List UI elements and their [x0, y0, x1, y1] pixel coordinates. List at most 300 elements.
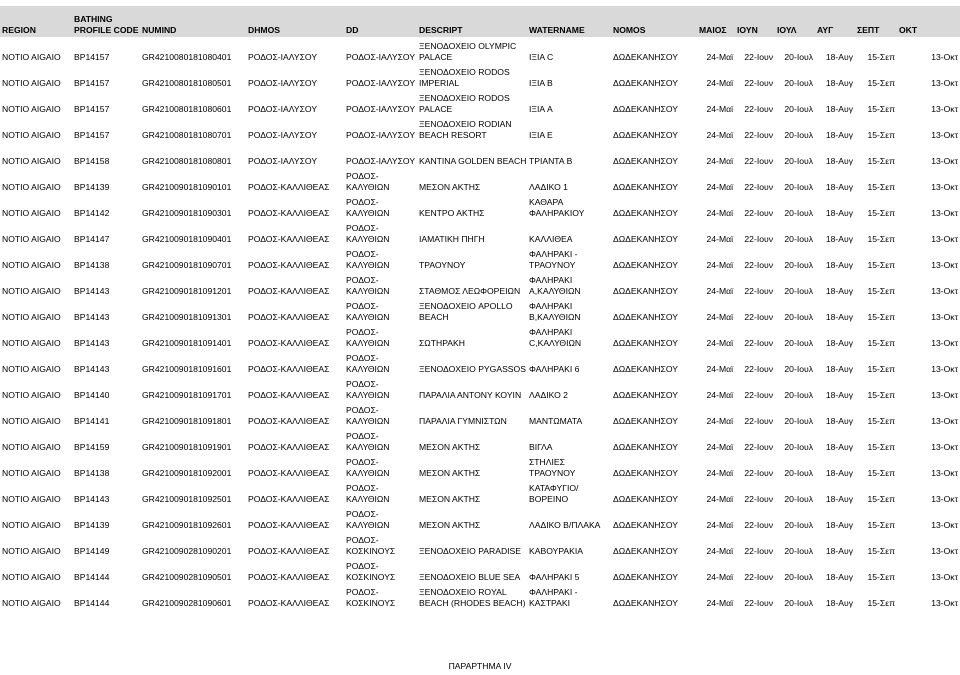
- cell-ioul: 20-Ιουλ: [784, 364, 813, 374]
- cell-okt: 13-Οκτ: [931, 416, 958, 426]
- cell-avg: 18-Αυγ: [825, 104, 853, 114]
- cell-nomos: ΔΩΔΕΚΑΝΗΣΟΥ: [613, 286, 678, 296]
- cell-numind: GR4210090181090701: [142, 260, 232, 270]
- table-row: [0, 141, 960, 167]
- cell-maios: 24-Μαϊ: [706, 416, 733, 426]
- table-row: [0, 63, 960, 89]
- cell-ioun: 22-Ιουν: [744, 312, 773, 322]
- cell-dhmos: ΡΟΔΟΣ-ΚΑΛΛΙΘΕΑΣ: [248, 286, 330, 296]
- cell-numind: GR4210090181092601: [142, 520, 232, 530]
- cell-watername: ΙΞΙΑ A: [529, 104, 553, 114]
- cell-avg: 18-Αυγ: [825, 390, 853, 400]
- cell-dhmos: ΡΟΔΟΣ-ΚΑΛΛΙΘΕΑΣ: [248, 416, 330, 426]
- cell-avg: 18-Αυγ: [825, 78, 853, 88]
- cell-ioul: 20-Ιουλ: [784, 260, 813, 270]
- cell-dd: ΡΟΔΟΣ-ΙΑΛΥΣΟΥ: [346, 156, 416, 166]
- cell-ioun: 22-Ιουν: [744, 494, 773, 504]
- cell-nomos: ΔΩΔΕΚΑΝΗΣΟΥ: [613, 338, 678, 348]
- cell-region: NOTIO AIGAIO: [2, 546, 61, 556]
- cell-ioun: 22-Ιουν: [744, 390, 773, 400]
- column-header-numind: NUMIND: [140, 6, 246, 37]
- cell-avg: 18-Αυγ: [825, 234, 853, 244]
- cell-region: NOTIO AIGAIO: [2, 130, 61, 140]
- cell-okt: 13-Οκτ: [931, 338, 958, 348]
- column-header-nomos: NOMOS: [611, 6, 697, 37]
- cell-region: NOTIO AIGAIO: [2, 520, 61, 530]
- cell-numind: GR4210090181091701: [142, 390, 232, 400]
- cell-bathing-profile-code: BP14158: [74, 156, 110, 166]
- cell-region: NOTIO AIGAIO: [2, 416, 61, 426]
- cell-ioun: 22-Ιουν: [744, 468, 773, 478]
- cell-descript: ΞΕΝΟΔΟΧΕΙΟ RODOS IMPERIAL: [419, 67, 510, 88]
- cell-watername: ΛΑΔΙΚΟ Β/ΠΛΑΚΑ: [529, 520, 601, 530]
- cell-avg: 18-Αυγ: [825, 312, 853, 322]
- cell-ioun: 22-Ιουν: [744, 208, 773, 218]
- cell-ioun: 22-Ιουν: [744, 338, 773, 348]
- cell-ioun: 22-Ιουν: [744, 104, 773, 114]
- cell-descript: ΞΕΝΟΔΟΧΕΙΟ RODIAN BEACH RESORT: [419, 119, 512, 140]
- cell-dhmos: ΡΟΔΟΣ-ΙΑΛΥΣΟΥ: [248, 130, 318, 140]
- cell-dhmos: ΡΟΔΟΣ-ΚΑΛΛΙΘΕΑΣ: [248, 338, 330, 348]
- column-header-sept: ΣΕΠΤ: [855, 6, 897, 37]
- cell-watername: ΙΞΙΑ E: [529, 130, 553, 140]
- cell-sept: 15-Σεπ: [867, 104, 895, 114]
- cell-numind: GR4210090181092501: [142, 494, 232, 504]
- cell-nomos: ΔΩΔΕΚΑΝΗΣΟΥ: [613, 130, 678, 140]
- cell-avg: 18-Αυγ: [825, 52, 853, 62]
- cell-avg: 18-Αυγ: [825, 416, 853, 426]
- cell-bathing-profile-code: BP14140: [74, 390, 110, 400]
- cell-ioun: 22-Ιουν: [744, 130, 773, 140]
- cell-bathing-profile-code: BP14143: [74, 494, 110, 504]
- cell-okt: 13-Οκτ: [931, 78, 958, 88]
- cell-dd: ΡΟΔΟΣ-ΚΑΛΥΘΙΩΝ: [346, 483, 390, 504]
- cell-okt: 13-Οκτ: [931, 520, 958, 530]
- cell-dhmos: ΡΟΔΟΣ-ΚΑΛΛΙΘΕΑΣ: [248, 312, 330, 322]
- cell-bathing-profile-code: BP14141: [74, 416, 110, 426]
- table-header-row: [0, 6, 960, 37]
- cell-watername: ΚΑΒΟΥΡΑΚΙΑ: [529, 546, 584, 556]
- cell-numind: GR4210080181080401: [142, 52, 232, 62]
- cell-descript: ΜΕΣΟΝ ΑΚΤΗΣ: [419, 468, 481, 478]
- cell-descript: ΣΤΑΘΜΟΣ ΛΕΩΦΟΡΕΙΩΝ: [419, 286, 521, 296]
- cell-region: NOTIO AIGAIO: [2, 156, 61, 166]
- page-footer: ΠΑΡΑΡΤΗΜΑ IV: [448, 661, 512, 671]
- cell-numind: GR4210090281090501: [142, 572, 232, 582]
- cell-descript: KANTINA GOLDEN BEACH: [419, 156, 527, 166]
- cell-descript: ΠΑΡΑΛΙΑ ΓΥΜΝΙΣΤΩΝ: [419, 416, 507, 426]
- cell-sept: 15-Σεπ: [867, 416, 895, 426]
- cell-ioun: 22-Ιουν: [744, 416, 773, 426]
- cell-dhmos: ΡΟΔΟΣ-ΙΑΛΥΣΟΥ: [248, 104, 318, 114]
- table-row: [0, 505, 960, 531]
- cell-okt: 13-Οκτ: [931, 156, 958, 166]
- cell-dd: ΡΟΔΟΣ-ΚΑΛΥΘΙΩΝ: [346, 223, 390, 244]
- cell-nomos: ΔΩΔΕΚΑΝΗΣΟΥ: [613, 208, 678, 218]
- cell-descript: ΞΕΝΟΔΟΧΕΙΟ ROYAL BEACH (RHODES BEACH): [419, 587, 526, 608]
- cell-ioul: 20-Ιουλ: [784, 182, 813, 192]
- cell-region: NOTIO AIGAIO: [2, 104, 61, 114]
- cell-numind: GR4210090181092001: [142, 468, 232, 478]
- cell-bathing-profile-code: BP14139: [74, 182, 110, 192]
- cell-nomos: ΔΩΔΕΚΑΝΗΣΟΥ: [613, 390, 678, 400]
- cell-dd: ΡΟΔΟΣ-ΚΑΛΥΘΙΩΝ: [346, 457, 390, 478]
- column-header-dd: DD: [344, 6, 417, 37]
- cell-maios: 24-Μαϊ: [706, 260, 733, 270]
- column-header-descript: DESCRIPT: [417, 6, 527, 37]
- cell-ioul: 20-Ιουλ: [784, 156, 813, 166]
- cell-bathing-profile-code: BP14144: [74, 598, 110, 608]
- cell-ioul: 20-Ιουλ: [784, 78, 813, 88]
- cell-ioul: 20-Ιουλ: [784, 52, 813, 62]
- cell-numind: GR4210080181080801: [142, 156, 232, 166]
- cell-ioul: 20-Ιουλ: [784, 130, 813, 140]
- table-row: [0, 297, 960, 323]
- cell-numind: GR4210090181091901: [142, 442, 232, 452]
- cell-okt: 13-Οκτ: [931, 182, 958, 192]
- cell-dhmos: ΡΟΔΟΣ-ΙΑΛΥΣΟΥ: [248, 156, 318, 166]
- cell-watername: ΤΡΙΑΝΤΑ B: [529, 156, 573, 166]
- cell-sept: 15-Σεπ: [867, 234, 895, 244]
- cell-region: NOTIO AIGAIO: [2, 78, 61, 88]
- cell-ioul: 20-Ιουλ: [784, 104, 813, 114]
- cell-descript: ΜΕΣΟΝ ΑΚΤΗΣ: [419, 182, 481, 192]
- cell-numind: GR4210090181091201: [142, 286, 232, 296]
- table-row: [0, 115, 960, 141]
- cell-region: NOTIO AIGAIO: [2, 182, 61, 192]
- cell-ioun: 22-Ιουν: [744, 442, 773, 452]
- table-row: [0, 323, 960, 349]
- cell-region: NOTIO AIGAIO: [2, 260, 61, 270]
- cell-region: NOTIO AIGAIO: [2, 494, 61, 504]
- cell-ioul: 20-Ιουλ: [784, 494, 813, 504]
- cell-sept: 15-Σεπ: [867, 78, 895, 88]
- bathing-water-table: [0, 6, 960, 609]
- cell-watername: ΦΑΛΗΡΑΚΙ - ΤΡΑΟΥΝΟΥ: [529, 249, 578, 270]
- cell-region: NOTIO AIGAIO: [2, 312, 61, 322]
- cell-dhmos: ΡΟΔΟΣ-ΚΑΛΛΙΘΕΑΣ: [248, 390, 330, 400]
- cell-bathing-profile-code: BP14138: [74, 468, 110, 478]
- cell-region: NOTIO AIGAIO: [2, 286, 61, 296]
- cell-sept: 15-Σεπ: [867, 52, 895, 62]
- cell-ioun: 22-Ιουν: [744, 364, 773, 374]
- cell-nomos: ΔΩΔΕΚΑΝΗΣΟΥ: [613, 104, 678, 114]
- cell-region: NOTIO AIGAIO: [2, 390, 61, 400]
- cell-okt: 13-Οκτ: [931, 286, 958, 296]
- cell-dd: ΡΟΔΟΣ-ΙΑΛΥΣΟΥ: [346, 52, 416, 62]
- cell-okt: 13-Οκτ: [931, 364, 958, 374]
- cell-descript: ΞΕΝΟΔΟΧΕΙΟ BLUE SEA: [419, 572, 521, 582]
- cell-bathing-profile-code: BP14159: [74, 442, 110, 452]
- table-body: [0, 37, 960, 609]
- table-row: [0, 375, 960, 401]
- table-row: [0, 401, 960, 427]
- cell-watername: ΛΑΔΙΚΟ 2: [529, 390, 568, 400]
- cell-ioun: 22-Ιουν: [744, 182, 773, 192]
- cell-dhmos: ΡΟΔΟΣ-ΚΑΛΛΙΘΕΑΣ: [248, 442, 330, 452]
- cell-descript: ΞΕΝΟΔΟΧΕΙΟ PARADISE: [419, 546, 522, 556]
- cell-avg: 18-Αυγ: [825, 156, 853, 166]
- cell-descript: ΙΑΜΑΤΙΚΗ ΠΗΓΗ: [419, 234, 485, 244]
- cell-maios: 24-Μαϊ: [706, 390, 733, 400]
- cell-ioul: 20-Ιουλ: [784, 286, 813, 296]
- cell-ioul: 20-Ιουλ: [784, 208, 813, 218]
- cell-sept: 15-Σεπ: [867, 312, 895, 322]
- cell-sept: 15-Σεπ: [867, 546, 895, 556]
- table-row: [0, 219, 960, 245]
- cell-okt: 13-Οκτ: [931, 52, 958, 62]
- cell-ioul: 20-Ιουλ: [784, 598, 813, 608]
- cell-dhmos: ΡΟΔΟΣ-ΚΑΛΛΙΘΕΑΣ: [248, 260, 330, 270]
- cell-maios: 24-Μαϊ: [706, 468, 733, 478]
- cell-okt: 13-Οκτ: [931, 208, 958, 218]
- cell-numind: GR4210090281090201: [142, 546, 232, 556]
- cell-watername: ΦΑΛΗΡΑΚΙ 5: [529, 572, 580, 582]
- cell-dhmos: ΡΟΔΟΣ-ΚΑΛΛΙΘΕΑΣ: [248, 494, 330, 504]
- cell-maios: 24-Μαϊ: [706, 442, 733, 452]
- cell-ioun: 22-Ιουν: [744, 260, 773, 270]
- cell-numind: GR4210090181091601: [142, 364, 232, 374]
- cell-region: NOTIO AIGAIO: [2, 468, 61, 478]
- cell-nomos: ΔΩΔΕΚΑΝΗΣΟΥ: [613, 234, 678, 244]
- cell-okt: 13-Οκτ: [931, 546, 958, 556]
- cell-nomos: ΔΩΔΕΚΑΝΗΣΟΥ: [613, 52, 678, 62]
- cell-watername: ΣΤΗΛΙΕΣ ΤΡΑΟΥΝΟΥ: [529, 457, 576, 478]
- cell-okt: 13-Οκτ: [931, 468, 958, 478]
- cell-okt: 13-Οκτ: [931, 442, 958, 452]
- cell-avg: 18-Αυγ: [825, 442, 853, 452]
- cell-watername: ΚΑΛΛΙΘΕΑ: [529, 234, 573, 244]
- cell-descript: ΞΕΝΟΔΟΧΕΙΟ RODOS PALACE: [419, 93, 510, 114]
- cell-region: NOTIO AIGAIO: [2, 52, 61, 62]
- cell-watername: ΦΑΛΗΡΑΚΙ - ΚΑΣΤΡΑΚΙ: [529, 587, 578, 608]
- table-row: [0, 167, 960, 193]
- cell-okt: 13-Οκτ: [931, 572, 958, 582]
- cell-okt: 13-Οκτ: [931, 598, 958, 608]
- cell-nomos: ΔΩΔΕΚΑΝΗΣΟΥ: [613, 572, 678, 582]
- cell-descript: ΞΕΝΟΔΟΧΕΙΟ OLYMPIC PALACE: [419, 41, 517, 62]
- cell-descript: ΜΕΣΟΝ ΑΚΤΗΣ: [419, 442, 481, 452]
- cell-dhmos: ΡΟΔΟΣ-ΚΑΛΛΙΘΕΑΣ: [248, 234, 330, 244]
- cell-nomos: ΔΩΔΕΚΑΝΗΣΟΥ: [613, 520, 678, 530]
- cell-bathing-profile-code: BP14143: [74, 364, 110, 374]
- cell-nomos: ΔΩΔΕΚΑΝΗΣΟΥ: [613, 494, 678, 504]
- cell-numind: GR4210090181090401: [142, 234, 232, 244]
- cell-maios: 24-Μαϊ: [706, 312, 733, 322]
- cell-maios: 24-Μαϊ: [706, 208, 733, 218]
- cell-nomos: ΔΩΔΕΚΑΝΗΣΟΥ: [613, 182, 678, 192]
- cell-avg: 18-Αυγ: [825, 338, 853, 348]
- cell-region: NOTIO AIGAIO: [2, 234, 61, 244]
- cell-ioul: 20-Ιουλ: [784, 390, 813, 400]
- cell-dhmos: ΡΟΔΟΣ-ΚΑΛΛΙΘΕΑΣ: [248, 546, 330, 556]
- cell-okt: 13-Οκτ: [931, 130, 958, 140]
- cell-bathing-profile-code: BP14157: [74, 104, 110, 114]
- cell-avg: 18-Αυγ: [825, 364, 853, 374]
- cell-maios: 24-Μαϊ: [706, 130, 733, 140]
- cell-sept: 15-Σεπ: [867, 520, 895, 530]
- column-header-region: REGION: [0, 6, 72, 37]
- cell-okt: 13-Οκτ: [931, 234, 958, 244]
- cell-nomos: ΔΩΔΕΚΑΝΗΣΟΥ: [613, 312, 678, 322]
- cell-numind: GR4210090181090301: [142, 208, 232, 218]
- cell-sept: 15-Σεπ: [867, 598, 895, 608]
- cell-ioul: 20-Ιουλ: [784, 572, 813, 582]
- cell-dd: ΡΟΔΟΣ-ΚΟΣΚΙΝΟΥΣ: [346, 561, 396, 582]
- cell-okt: 13-Οκτ: [931, 390, 958, 400]
- cell-dhmos: ΡΟΔΟΣ-ΚΑΛΛΙΘΕΑΣ: [248, 572, 330, 582]
- cell-dhmos: ΡΟΔΟΣ-ΚΑΛΛΙΘΕΑΣ: [248, 520, 330, 530]
- cell-dd: ΡΟΔΟΣ-ΚΑΛΥΘΙΩΝ: [346, 275, 390, 296]
- cell-sept: 15-Σεπ: [867, 364, 895, 374]
- cell-dhmos: ΡΟΔΟΣ-ΚΑΛΛΙΘΕΑΣ: [248, 208, 330, 218]
- cell-nomos: ΔΩΔΕΚΑΝΗΣΟΥ: [613, 78, 678, 88]
- cell-nomos: ΔΩΔΕΚΑΝΗΣΟΥ: [613, 156, 678, 166]
- column-header-dhmos: DHMOS: [246, 6, 344, 37]
- cell-watername: ΒΙΓΛΑ: [529, 442, 553, 452]
- cell-okt: 13-Οκτ: [931, 494, 958, 504]
- cell-ioul: 20-Ιουλ: [784, 468, 813, 478]
- cell-nomos: ΔΩΔΕΚΑΝΗΣΟΥ: [613, 260, 678, 270]
- cell-descript: ΣΩΤΗΡΑΚΗ: [419, 338, 465, 348]
- cell-ioul: 20-Ιουλ: [784, 312, 813, 322]
- cell-watername: ΚΑΘΑΡΑ ΦΑΛΗΡΑΚΙΟΥ: [529, 197, 585, 218]
- cell-bathing-profile-code: BP14138: [74, 260, 110, 270]
- cell-dd: ΡΟΔΟΣ-ΚΑΛΥΘΙΩΝ: [346, 405, 390, 426]
- cell-maios: 24-Μαϊ: [706, 104, 733, 114]
- cell-maios: 24-Μαϊ: [706, 520, 733, 530]
- cell-sept: 15-Σεπ: [867, 182, 895, 192]
- cell-descript: ΜΕΣΟΝ ΑΚΤΗΣ: [419, 494, 481, 504]
- cell-dhmos: ΡΟΔΟΣ-ΚΑΛΛΙΘΕΑΣ: [248, 182, 330, 192]
- cell-region: NOTIO AIGAIO: [2, 364, 61, 374]
- cell-dhmos: ΡΟΔΟΣ-ΚΑΛΛΙΘΕΑΣ: [248, 598, 330, 608]
- cell-okt: 13-Οκτ: [931, 312, 958, 322]
- cell-okt: 13-Οκτ: [931, 260, 958, 270]
- cell-dd: ΡΟΔΟΣ-ΚΑΛΥΘΙΩΝ: [346, 301, 390, 322]
- column-header-okt: ΟΚΤ: [897, 6, 960, 37]
- cell-region: NOTIO AIGAIO: [2, 208, 61, 218]
- table-row: [0, 271, 960, 297]
- column-header-avg: ΑΥΓ: [815, 6, 855, 37]
- cell-maios: 24-Μαϊ: [706, 572, 733, 582]
- cell-watername: ΙΞΙΑ C: [529, 52, 554, 62]
- cell-watername: ΦΑΛΗΡΑΚΙ B,ΚΑΛΥΘΙΩΝ: [529, 301, 581, 322]
- table-row: [0, 453, 960, 479]
- cell-sept: 15-Σεπ: [867, 338, 895, 348]
- cell-maios: 24-Μαϊ: [706, 156, 733, 166]
- cell-maios: 24-Μαϊ: [706, 598, 733, 608]
- cell-watername: ΦΑΛΗΡΑΚΙ C,ΚΑΛΥΘΙΩΝ: [529, 327, 582, 348]
- cell-dhmos: ΡΟΔΟΣ-ΙΑΛΥΣΟΥ: [248, 52, 318, 62]
- cell-watername: ΦΑΛΗΡΑΚΙ 6: [529, 364, 580, 374]
- cell-dd: ΡΟΔΟΣ-ΚΑΛΥΘΙΩΝ: [346, 327, 390, 348]
- cell-avg: 18-Αυγ: [825, 494, 853, 504]
- cell-avg: 18-Αυγ: [825, 520, 853, 530]
- cell-region: NOTIO AIGAIO: [2, 572, 61, 582]
- cell-okt: 13-Οκτ: [931, 104, 958, 114]
- cell-ioun: 22-Ιουν: [744, 572, 773, 582]
- cell-avg: 18-Αυγ: [825, 130, 853, 140]
- cell-maios: 24-Μαϊ: [706, 78, 733, 88]
- cell-dd: ΡΟΔΟΣ-ΙΑΛΥΣΟΥ: [346, 104, 416, 114]
- cell-bathing-profile-code: BP14147: [74, 234, 110, 244]
- cell-sept: 15-Σεπ: [867, 494, 895, 504]
- cell-dd: ΡΟΔΟΣ-ΚΑΛΥΘΙΩΝ: [346, 431, 390, 452]
- column-header-watername: WATERNAME: [527, 6, 611, 37]
- cell-dd: ΡΟΔΟΣ-ΙΑΛΥΣΟΥ: [346, 130, 416, 140]
- cell-avg: 18-Αυγ: [825, 468, 853, 478]
- cell-sept: 15-Σεπ: [867, 468, 895, 478]
- cell-ioul: 20-Ιουλ: [784, 338, 813, 348]
- cell-avg: 18-Αυγ: [825, 260, 853, 270]
- cell-numind: GR4210090181091301: [142, 312, 232, 322]
- cell-descript: ΜΕΣΟΝ ΑΚΤΗΣ: [419, 520, 481, 530]
- cell-bathing-profile-code: BP14143: [74, 312, 110, 322]
- cell-region: NOTIO AIGAIO: [2, 338, 61, 348]
- cell-nomos: ΔΩΔΕΚΑΝΗΣΟΥ: [613, 468, 678, 478]
- cell-ioul: 20-Ιουλ: [784, 234, 813, 244]
- table-row: [0, 479, 960, 505]
- cell-nomos: ΔΩΔΕΚΑΝΗΣΟΥ: [613, 364, 678, 374]
- cell-sept: 15-Σεπ: [867, 156, 895, 166]
- cell-sept: 15-Σεπ: [867, 286, 895, 296]
- cell-descript: ΚΕΝΤΡΟ ΑΚΤΗΣ: [419, 208, 485, 218]
- cell-bathing-profile-code: BP14149: [74, 546, 110, 556]
- column-header-maios: ΜΑΙΟΣ: [697, 6, 735, 37]
- cell-descript: ΞΕΝΟΔΟΧΕΙΟ PYGASSOS: [419, 364, 526, 374]
- cell-nomos: ΔΩΔΕΚΑΝΗΣΟΥ: [613, 416, 678, 426]
- cell-bathing-profile-code: BP14143: [74, 286, 110, 296]
- cell-dd: ΡΟΔΟΣ-ΙΑΛΥΣΟΥ: [346, 78, 416, 88]
- cell-avg: 18-Αυγ: [825, 546, 853, 556]
- cell-sept: 15-Σεπ: [867, 260, 895, 270]
- cell-bathing-profile-code: BP14157: [74, 52, 110, 62]
- cell-nomos: ΔΩΔΕΚΑΝΗΣΟΥ: [613, 442, 678, 452]
- table-row: [0, 37, 960, 63]
- column-header-ioul: ΙΟΥΛ: [775, 6, 815, 37]
- cell-maios: 24-Μαϊ: [706, 52, 733, 62]
- cell-avg: 18-Αυγ: [825, 286, 853, 296]
- cell-ioun: 22-Ιουν: [744, 286, 773, 296]
- cell-avg: 18-Αυγ: [825, 572, 853, 582]
- cell-bathing-profile-code: BP14157: [74, 78, 110, 88]
- cell-bathing-profile-code: BP14144: [74, 572, 110, 582]
- cell-watername: ΦΑΛΗΡΑΚΙ A,ΚΑΛΥΘΙΩΝ: [529, 275, 581, 296]
- cell-dd: ΡΟΔΟΣ-ΚΑΛΥΘΙΩΝ: [346, 249, 390, 270]
- cell-watername: ΜΑΝΤΩΜΑΤΑ: [529, 416, 583, 426]
- cell-ioun: 22-Ιουν: [744, 546, 773, 556]
- cell-numind: GR4210090281090601: [142, 598, 232, 608]
- cell-ioul: 20-Ιουλ: [784, 520, 813, 530]
- cell-bathing-profile-code: BP14139: [74, 520, 110, 530]
- cell-avg: 18-Αυγ: [825, 182, 853, 192]
- cell-maios: 24-Μαϊ: [706, 338, 733, 348]
- table-row: [0, 427, 960, 453]
- column-header-ioun: ΙΟΥΝ: [735, 6, 775, 37]
- cell-maios: 24-Μαϊ: [706, 364, 733, 374]
- table-row: [0, 349, 960, 375]
- cell-maios: 24-Μαϊ: [706, 234, 733, 244]
- cell-sept: 15-Σεπ: [867, 208, 895, 218]
- cell-numind: GR4210080181080701: [142, 130, 232, 140]
- table-row: [0, 193, 960, 219]
- cell-region: NOTIO AIGAIO: [2, 442, 61, 452]
- cell-avg: 18-Αυγ: [825, 208, 853, 218]
- cell-nomos: ΔΩΔΕΚΑΝΗΣΟΥ: [613, 598, 678, 608]
- cell-dd: ΡΟΔΟΣ-ΚΟΣΚΙΝΟΥΣ: [346, 535, 396, 556]
- cell-ioul: 20-Ιουλ: [784, 416, 813, 426]
